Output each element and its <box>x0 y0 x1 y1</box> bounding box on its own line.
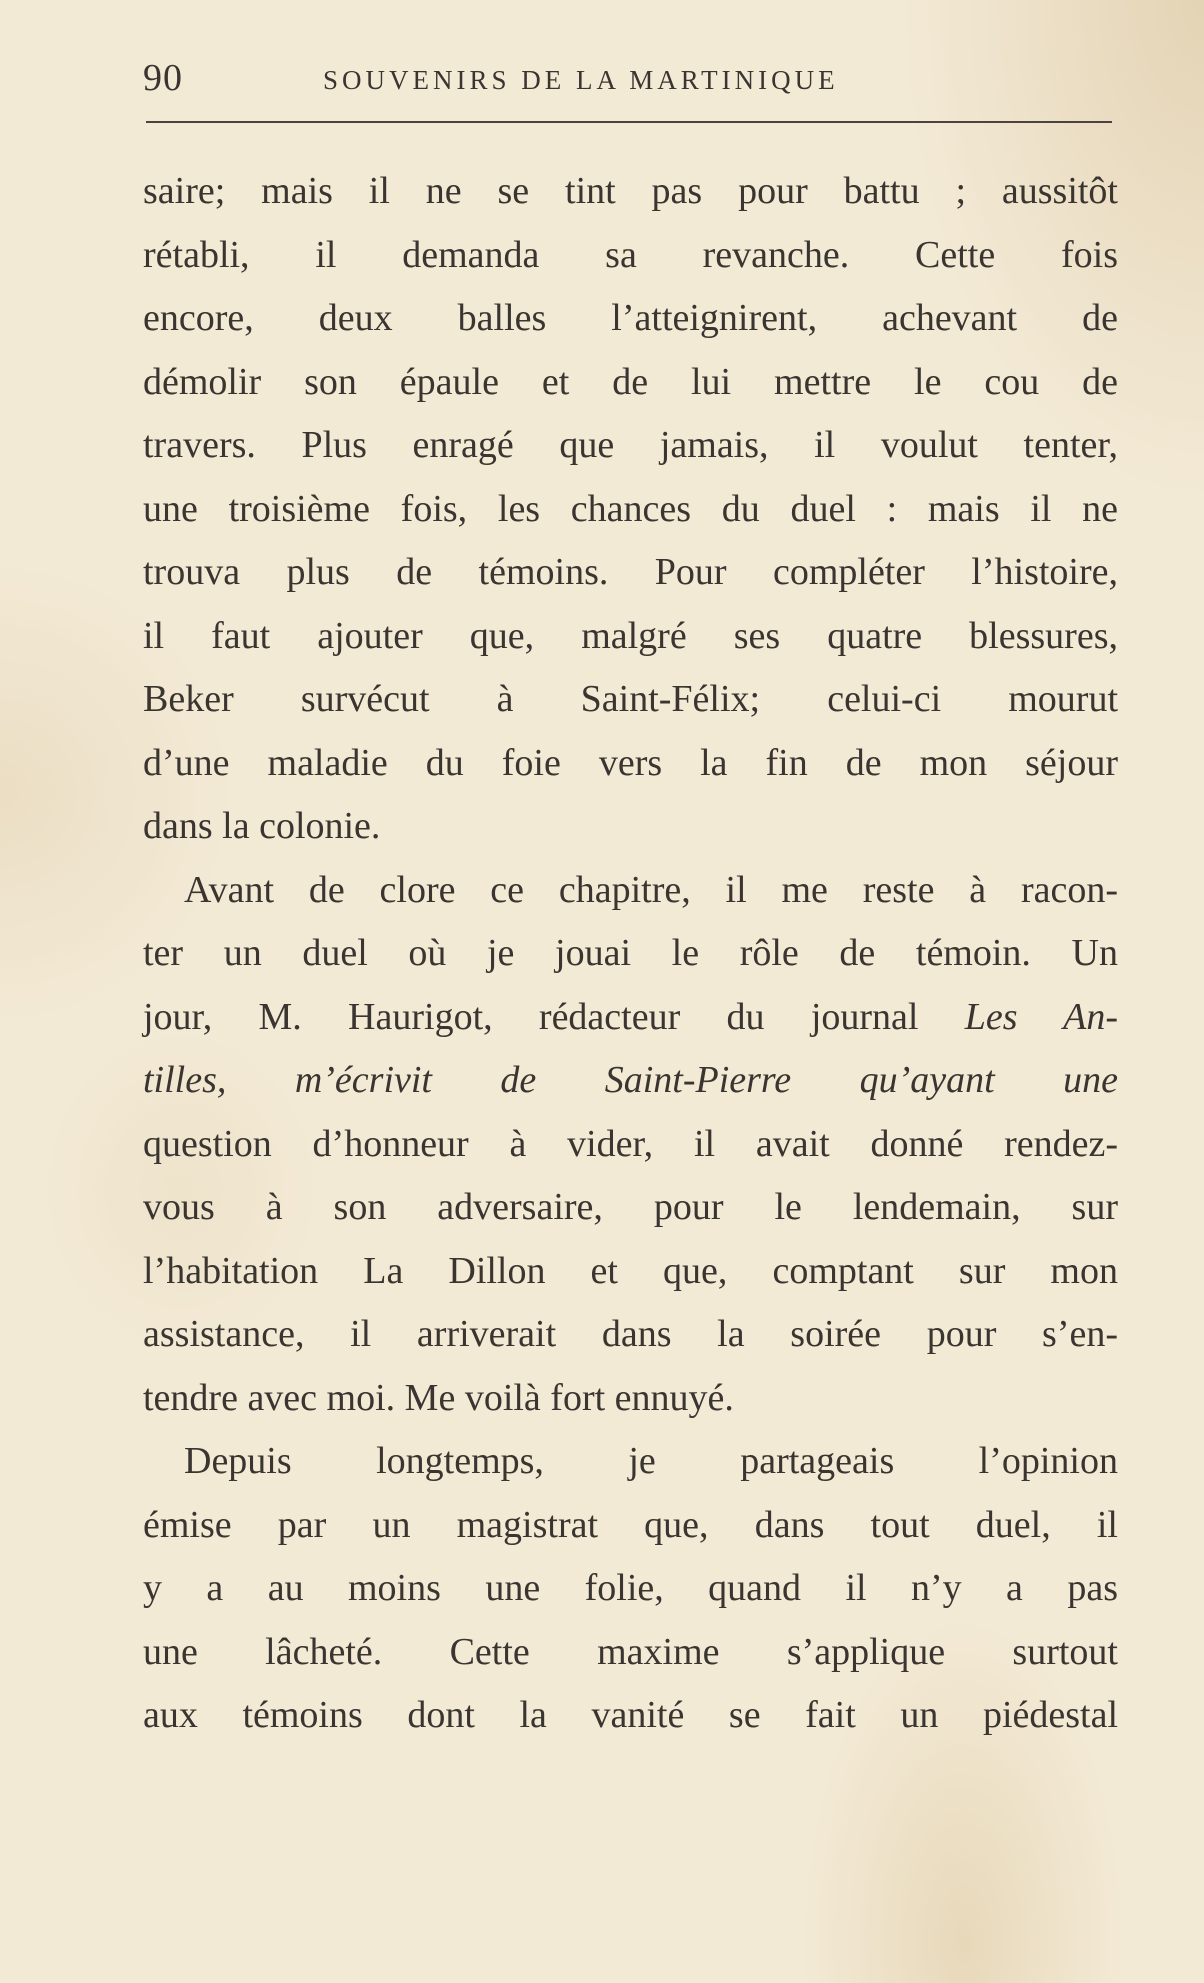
text-line: y a au moins une folie, quand il n’y a pas <box>143 1567 1118 1609</box>
text-line: trouva plus de témoins. Pour compléter l’histoire, <box>143 551 1118 593</box>
running-title: SOUVENIRS DE LA MARTINIQUE <box>323 65 839 95</box>
text-line: l’habitation La Dillon et que, comptant sur mon <box>143 1249 1118 1292</box>
paragraph-end-line: dans la colonie. <box>143 805 381 847</box>
text-line: vous à son adversaire, pour le lendemain, sur <box>143 1186 1118 1228</box>
page-number: 90 <box>143 57 183 99</box>
text-line-with-italic <box>143 986 1118 1050</box>
text-line: une troisième fois, les chances du duel : mais il ne <box>143 487 1118 530</box>
paragraph-start-line: Depuis longtemps, je partageais l’opinion <box>184 1440 1118 1482</box>
text-line: émise par un magistrat que, dans tout duel, il <box>143 1503 1118 1546</box>
text-line: il faut ajouter que, malgré ses quatre blessures, <box>143 614 1118 657</box>
text-line: travers. Plus enragé que jamais, il voulut tenter, <box>143 424 1118 466</box>
paragraph-end-line: tendre avec moi. Me voilà fort ennuyé. <box>143 1376 734 1419</box>
journal-title-italic: Les An- <box>964 995 1119 1038</box>
text-line: assistance, il arriverait dans la soirée pour s’en- <box>143 1313 1118 1355</box>
paragraph-start-line: Avant de clore ce chapitre, il me reste à racon- <box>184 868 1118 911</box>
text-segment: jour, M. Haurigot, rédacteur du journal <box>143 995 919 1038</box>
text-line: saire; mais il ne se tint pas pour battu ; aussitôt <box>143 170 1118 212</box>
text-line: aux témoins dont la vanité se fait un piédestal <box>143 1694 1118 1736</box>
text-line: encore, deux balles l’atteignirent, achevant de <box>143 297 1118 339</box>
body-text <box>143 160 1118 1748</box>
text-line: ter un duel où je jouai le rôle de témoin. Un <box>143 932 1118 974</box>
text-line: d’une maladie du foie vers la fin de mon séjour <box>143 741 1118 784</box>
header-rule <box>146 121 1112 123</box>
text-line: rétabli, il demanda sa revanche. Cette fois <box>143 233 1118 276</box>
text-line: une lâcheté. Cette maxime s’applique surtout <box>143 1630 1118 1673</box>
journal-title-italic-end: tilles, m’écrivit de Saint-Pierre qu’ayant une <box>143 1059 1118 1101</box>
text-line: question d’honneur à vider, il avait donné rendez- <box>143 1122 1118 1165</box>
page-header <box>143 52 1111 102</box>
text-line <box>143 1049 1118 1113</box>
text-line: démolir son épaule et de lui mettre le cou de <box>143 360 1118 403</box>
text-line: Beker survécut à Saint-Félix; celui-ci mourut <box>143 678 1118 720</box>
